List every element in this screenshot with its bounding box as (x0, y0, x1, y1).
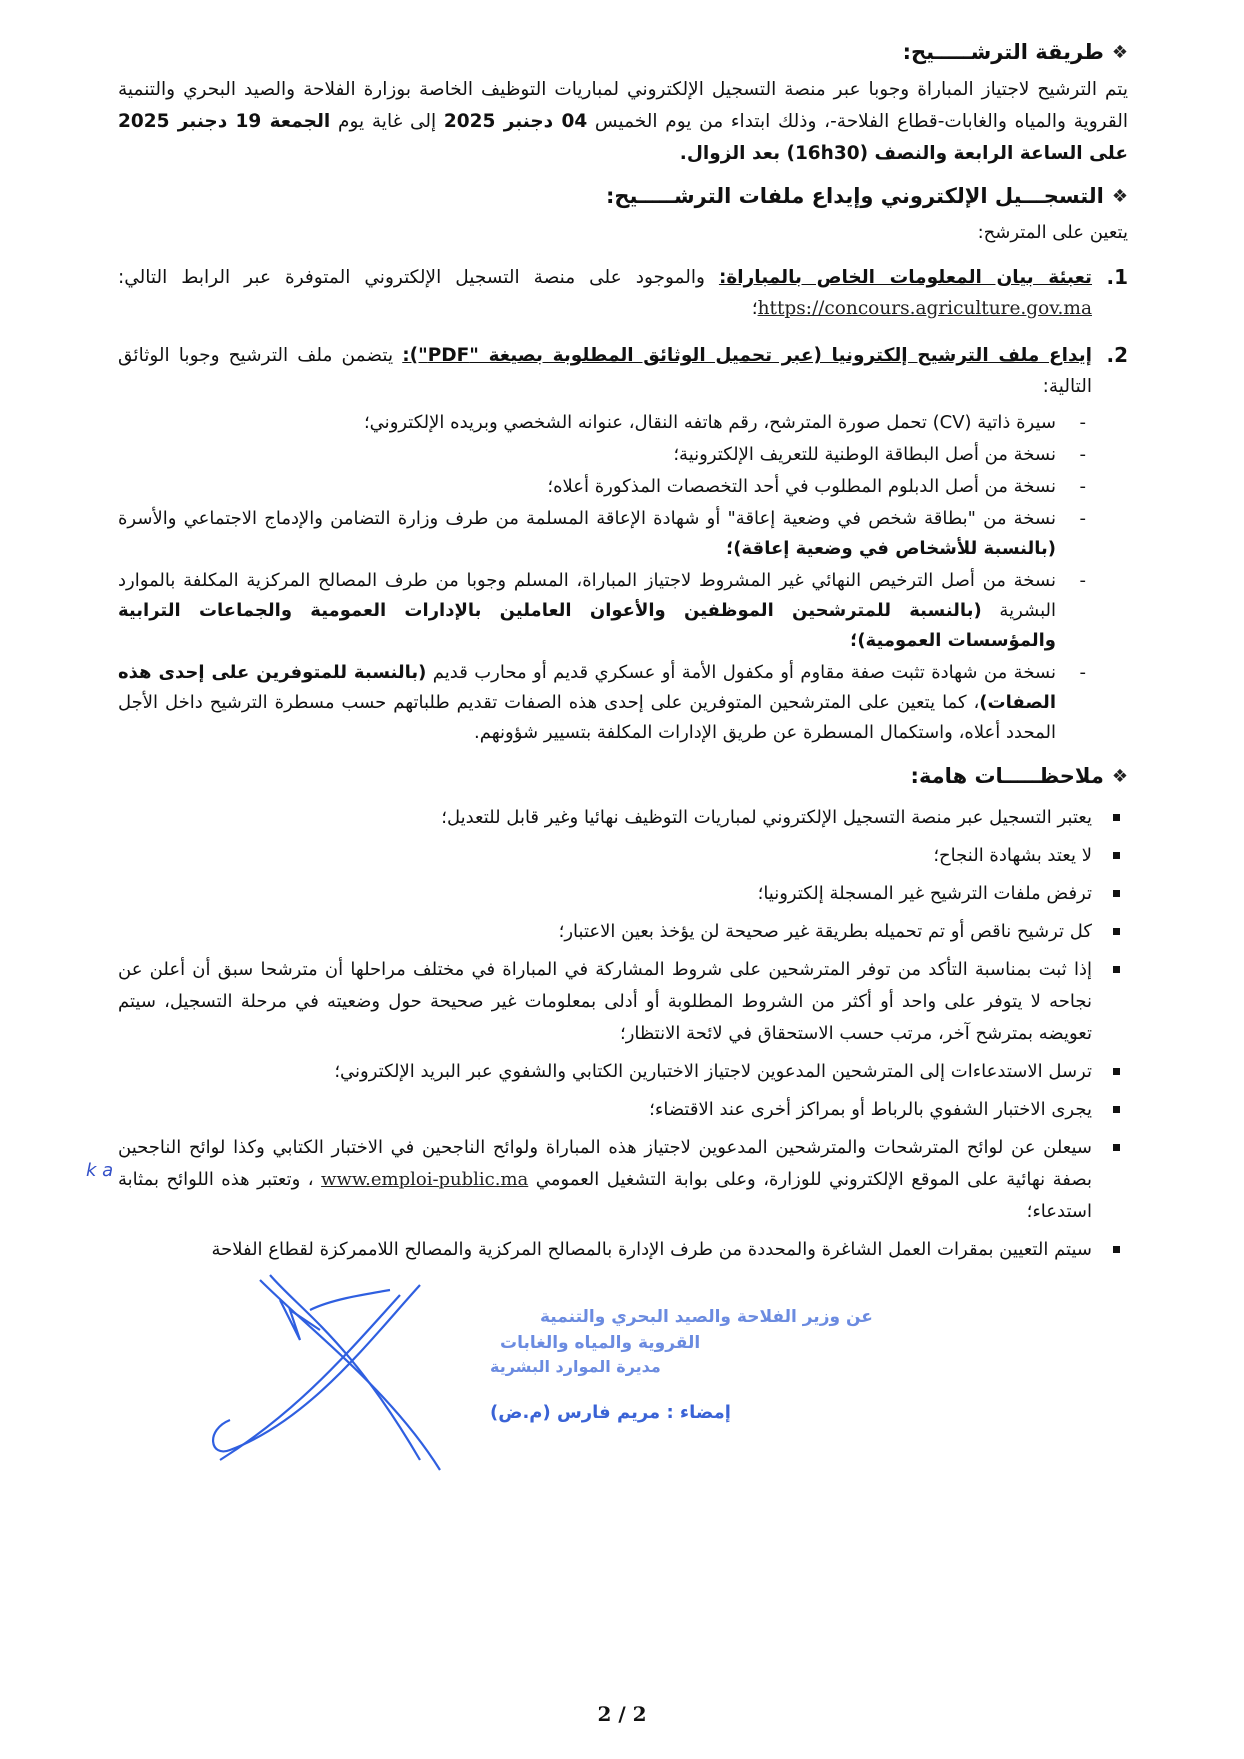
list-item: - نسخة من أصل الترخيص النهائي غير المشروط لاجتياز المباراة، المسلم وجوبا من طرف المصالح المركزية المكلفة بالموارد البشرية (بالنسبة للمترشحين الموظفين والأعوان العاملين بالإدارات العمومية والجماعات الترابية والمؤسسات العمومية)؛ (118, 566, 1092, 656)
stamp-line-1: عن وزير الفلاحة والصيد البحري والتنمية (540, 1307, 873, 1327)
handwritten-initials: k a (86, 1160, 114, 1181)
list-item: سيعلن عن لوائح المترشحات والمترشحين المدعوين لاجتياز هذه المباراة ولوائح الناجحين في الاختبار الكتابي وكذا لوائح الناجحين بصفة نهائية على الموقع الإلكتروني للوزارة، وعلى بوابة التشغيل العمومي www.emploi-public.ma ، وتعتبر هذه اللوائح بمثابة استدعاء؛ (118, 1132, 1128, 1228)
step-upload-file: 2. إيداع ملف الترشيح إلكترونيا (عبر تحميل الوثائق المطلوبة بصيغة "PDF"): يتضمن ملف الترشيح وجوبا الوثائق التالية: - سيرة ذاتية (CV) تحمل صورة المترشح، رقم هاتفه النقال، عنوانه الشخصي وبريده الإلكتروني؛ - نسخة من أصل البطاقة الوطنية للتعريف الإلكترونية؛ - نسخة من أصل الدبلوم المطلوب في أحد التخصصات المذكورة أعلاه؛ - نسخة من "بطاقة شخص في وضعية إعاقة" أو شهادة الإعاقة المسلمة من طرف وزارة التضامن والإدماج الاجتماعي والأسرة (بالنسبة للأشخاص في وضعية إعاقة)؛ - نسخة من أصل الترخيص النهائي غير المشروط لاجتياز المباراة، المسلم وجوبا من طرف المصالح المركزية المكلفة بالموارد البشرية (بالنسبة للمترشحين الموظفين والأعوان العاملين بالإدارات العمومية والجماعات الترابية والمؤسسات العمومية)؛ - نسخة من شهادة تثبت صفة مقاوم أو مكفول الأمة أو عسكري قديم أو محارب قديم (بالنسبة للمتوفرين على إحدى هذه الصفات)، كما يتعين على المترشحين المتوفرين على إحدى هذه الصفات تقديم طلباتهم حسب مسطرة الترشيح داخل الأجل المحدد أعلاه، واستكمال المسطرة عن طريق الإدارات المكلفة بتسيير شؤونهم. (118, 340, 1128, 748)
platform-link[interactable]: https://concours.agriculture.gov.ma (757, 298, 1092, 319)
registration-steps (118, 262, 1128, 748)
diamond-bullet-icon: ❖ (1111, 185, 1128, 207)
list-item: - نسخة من "بطاقة شخص في وضعية إعاقة" أو شهادة الإعاقة المسلمة من طرف وزارة التضامن والإدماج الاجتماعي والأسرة (بالنسبة للأشخاص في وضعية إعاقة)؛ (118, 504, 1092, 564)
list-item: ترسل الاستدعاءات إلى المترشحين المدعوين لاجتياز الاختبارين الكتابي والشفوي عبر البريد الإلكتروني؛ (118, 1056, 1128, 1088)
diamond-bullet-icon: ❖ (1111, 765, 1128, 787)
list-item: سيتم التعيين بمقرات العمل الشاغرة والمحددة من طرف الإدارة بالمصالح المركزية والمصالح اللاممركزة لقطاع الفلاحة (118, 1234, 1128, 1266)
list-item: - نسخة من شهادة تثبت صفة مقاوم أو مكفول الأمة أو عسكري قديم أو محارب قديم (بالنسبة للمتوفرين على إحدى هذه الصفات)، كما يتعين على المترشحين المتوفرين على إحدى هذه الصفات تقديم طلباتهم حسب مسطرة الترشيح داخل الأجل المحدد أعلاه، واستكمال المسطرة عن طريق الإدارات المكلفة بتسيير شؤونهم. (118, 658, 1092, 748)
section-heading-notes: ❖ ملاحظـــــات هامة: (910, 764, 1128, 788)
list-item: يجرى الاختبار الشفوي بالرباط أو بمراكز أخرى عند الاقتضاء؛ (118, 1094, 1128, 1126)
list-item: إذا ثبت بمناسبة التأكد من توفر المترشحين على شروط المشاركة في المباراة في مختلف مراحلها أن مترشحا سبق أن أعلن عن نجاحه لا يتوفر على واحد أو أكثر من الشروط المطلوبة أو أدلى بمعلومات غير صحيحة حول وضعيته في مرحلة التسجيل، سيتم تعويضه بمترشح آخر، مرتب حسب الاستحقاق في لائحة الانتظار؛ (118, 954, 1128, 1050)
list-item: - نسخة من أصل الدبلوم المطلوب في أحد التخصصات المذكورة أعلاه؛ (118, 472, 1092, 502)
stamp-line-2: القروية والمياه والغابات (500, 1333, 701, 1353)
application-paragraph: يتم الترشيح لاجتياز المباراة وجوبا عبر منصة التسجيل الإلكتروني لمباريات التوظيف الخاصة بوزارة الفلاحة والصيد البحري والتنمية القروية والمياه والغابات-قطاع الفلاحة-، وذلك ابتداء من يوم الخميس 04 دجنبر 2025 إلى غاية يوم الجمعة 19 دجنبر 2025 على الساعة الرابعة والنصف (16h30) بعد الزوال. (118, 79, 1128, 164)
required-documents-list (118, 408, 1092, 748)
page-number: 2 / 2 (597, 1702, 647, 1726)
step-fill-form: 1. تعبئة بيان المعلومات الخاص بالمباراة: والموجود على منصة التسجيل الإلكتروني المتوفرة عبر الرابط التالي: https://concours.agriculture.gov.ma؛ (118, 265, 1128, 319)
start-date: 04 دجنبر 2025 (443, 111, 588, 132)
list-item: لا يعتد بشهادة النجاح؛ (118, 840, 1128, 872)
signature-scribble (213, 1275, 440, 1470)
list-item: ترفض ملفات الترشيح غير المسجلة إلكترونيا؛ (118, 878, 1128, 910)
list-item: كل ترشيح ناقص أو تم تحميله بطريقة غير صحيحة لن يؤخذ بعين الاعتبار؛ (118, 916, 1128, 948)
list-item: يعتبر التسجيل عبر منصة التسجيل الإلكتروني لمباريات التوظيف نهائيا وغير قابل للتعديل؛ (118, 802, 1128, 834)
document-body (118, 40, 1128, 1272)
list-item: - نسخة من أصل البطاقة الوطنية للتعريف الإلكترونية؛ (118, 440, 1092, 470)
section-heading-registration: ❖ التسجـــيل الإلكتروني وإيداع ملفات الترشـــــيح: (606, 184, 1128, 208)
diamond-bullet-icon: ❖ (1111, 41, 1128, 63)
list-item: - سيرة ذاتية (CV) تحمل صورة المترشح، رقم هاتفه النقال، عنوانه الشخصي وبريده الإلكتروني؛ (118, 408, 1092, 438)
stamp-line-4: إمضاء : مريم فارس (م.ض) (490, 1402, 731, 1423)
emploi-public-link[interactable]: www.emploi-public.ma (321, 1169, 529, 1190)
end-date: الجمعة 19 دجنبر 2025 (118, 111, 331, 132)
section-heading-application-method: ❖ طريقة الترشـــــيح: (902, 40, 1128, 64)
important-notes-list (118, 802, 1128, 1266)
signature-stamp (190, 1270, 873, 1480)
registration-intro: يتعين على المترشح: (977, 222, 1128, 243)
stamp-line-3: مديرة الموارد البشرية (490, 1357, 661, 1376)
